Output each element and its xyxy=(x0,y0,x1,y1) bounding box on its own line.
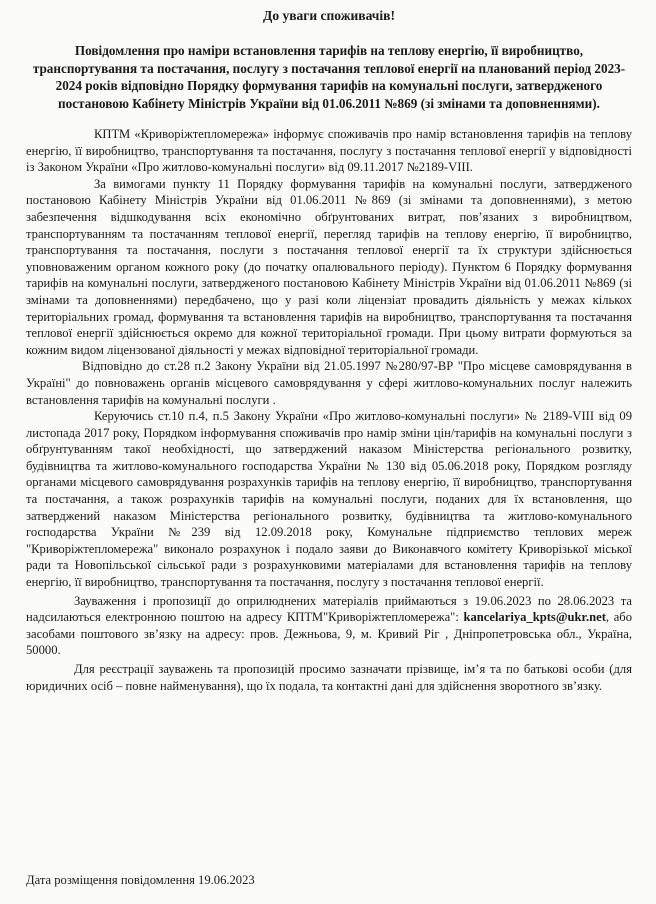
paragraph-guided-by: Керуючись ст.10 п.4, п.5 Закону України «Про житлово-комунальні послуги» № 2189-VIII від 09 листопада 2017 року, Порядком інформування споживачів про намір зміни цін/тарифів на комунальні послуги з обґрунтуванням такої необхідності, що затверджений наказом Міністерства регіонального розвитку, будівництва та житлово-комунального господарства України № 130 від 05.06.2018 року, Порядком розгляду органами місцевого самоврядування розрахунків тарифів на теплову енергію, її виробництво, транспортування та постачання, а також розрахунків тарифів на комунальні послуги, поданих для їх встановлення, що затверджений наказом Міністерства регіонального розвитку, будівництва та житлово-комунального господарства України №239 від 12.09.2018 року, Комунальне підприємство теплових мереж "Криворіжтепломережа" виконало розрахунок і подало заяви до Виконавчого комітету Криворізької міської ради та Новопільської сільської ради з розрахунковими матеріалами для встановлення тарифів на теплову енергію, її виробництво, транспортування та постачання, послугу з постачання теплової енергії. xyxy=(26,409,632,590)
paragraph-intention: КПТМ «Криворіжтепломережа» інформує споживачів про намір встановлення тарифів на теплову енергію, її виробництво, транспортування та постачання, послугу з постачання теплової енергії у відповідності із Законом України «Про житлово-комунальні послуги» від 09.11.2017 №2189-VIII. xyxy=(26,127,632,175)
paragraph-requirements: За вимогами пункту 11 Порядку формування тарифів на комунальні послуги, затвердженого постановою Кабінету Міністрів України від 01.06.2011 №869 (зі змінами та доповненнями), з метою забезпечення відшкодування всіх економічно обґрунтованих витрат, пов’язаних з виробництвом, транспортуванням та постачанням теплової енергії, перегляд тарифів на теплову енергію, її виробництво, транспортування та постачання, послуги з постачання теплової енергії та їх структури здійснюється уповноваженим органом кожного року (до початку опалювального періоду). Пунктом 6 Порядку формування тарифів на комунальні послуги, затвердженого постановою Кабінету Міністрів України від 01.06.2011 №869 (зі змінами та доповненнями) передбачено, що у разі коли ліцензіат провадить діяльність у межах кількох територіальних громад, формування та встановлення тарифів на виробництво, транспортування та постачання теплової енергії здійснюється окремо для кожної територіальної громади. При цьому витрати формуються за кожним видом ліцензованої діяльності у межах відповідної територіальної громади. xyxy=(26,176,632,357)
email-address[interactable]: kancelariya_kpts@ukr.net xyxy=(463,610,606,625)
paragraph-law-reference: Відповідно до ст.28 п.2 Закону України від 21.05.1997 №280/97-ВР "Про місцеве самоврядування в Україні" до повноважень органів місцевого самоврядування у сфері житлово-комунальних послуг належить встановлення тарифів на комунальні послуги . xyxy=(26,359,632,407)
notice-title: До уваги споживачів! xyxy=(263,8,395,23)
submission-text: Зауваження і пропозиції до оприлюднених матеріалів приймаються з 19.06.2023 по 28.06.2023 та надсилаються електронною поштою на адресу КПТМ"Криворіжтепломережа": xyxy=(26,593,632,625)
notice-heading: Повідомлення про наміри встановлення тарифів на теплову енергію, її виробництво, транспортування та постачання, послугу з постачання теплової енергії на планований період 2023-2024 років відповідно Порядку формування тарифів на комунальні послуги, затвердженого постановою Кабінету Міністрів України від 01.06.2011 №869 (зі змінами та доповненнями). xyxy=(32,43,626,111)
publication-date: Дата розміщення повідомлення 19.06.2023 xyxy=(26,873,255,887)
paragraph-submission xyxy=(26,593,632,659)
postal-address: , або засобами поштового зв’язку на адресу: пров. Дежньова, 9, м. Кривий Ріг , Дніпропетровська обл., Україна, 50000. xyxy=(26,610,632,658)
paragraph-registration: Для реєстрації зауважень та пропозицій просимо зазначати прізвище, ім’я та по батькові особи (для юридичних осіб – повне найменування), що їх подала, та контактні дані для здійснення зворотного зв’язку. xyxy=(26,662,632,693)
